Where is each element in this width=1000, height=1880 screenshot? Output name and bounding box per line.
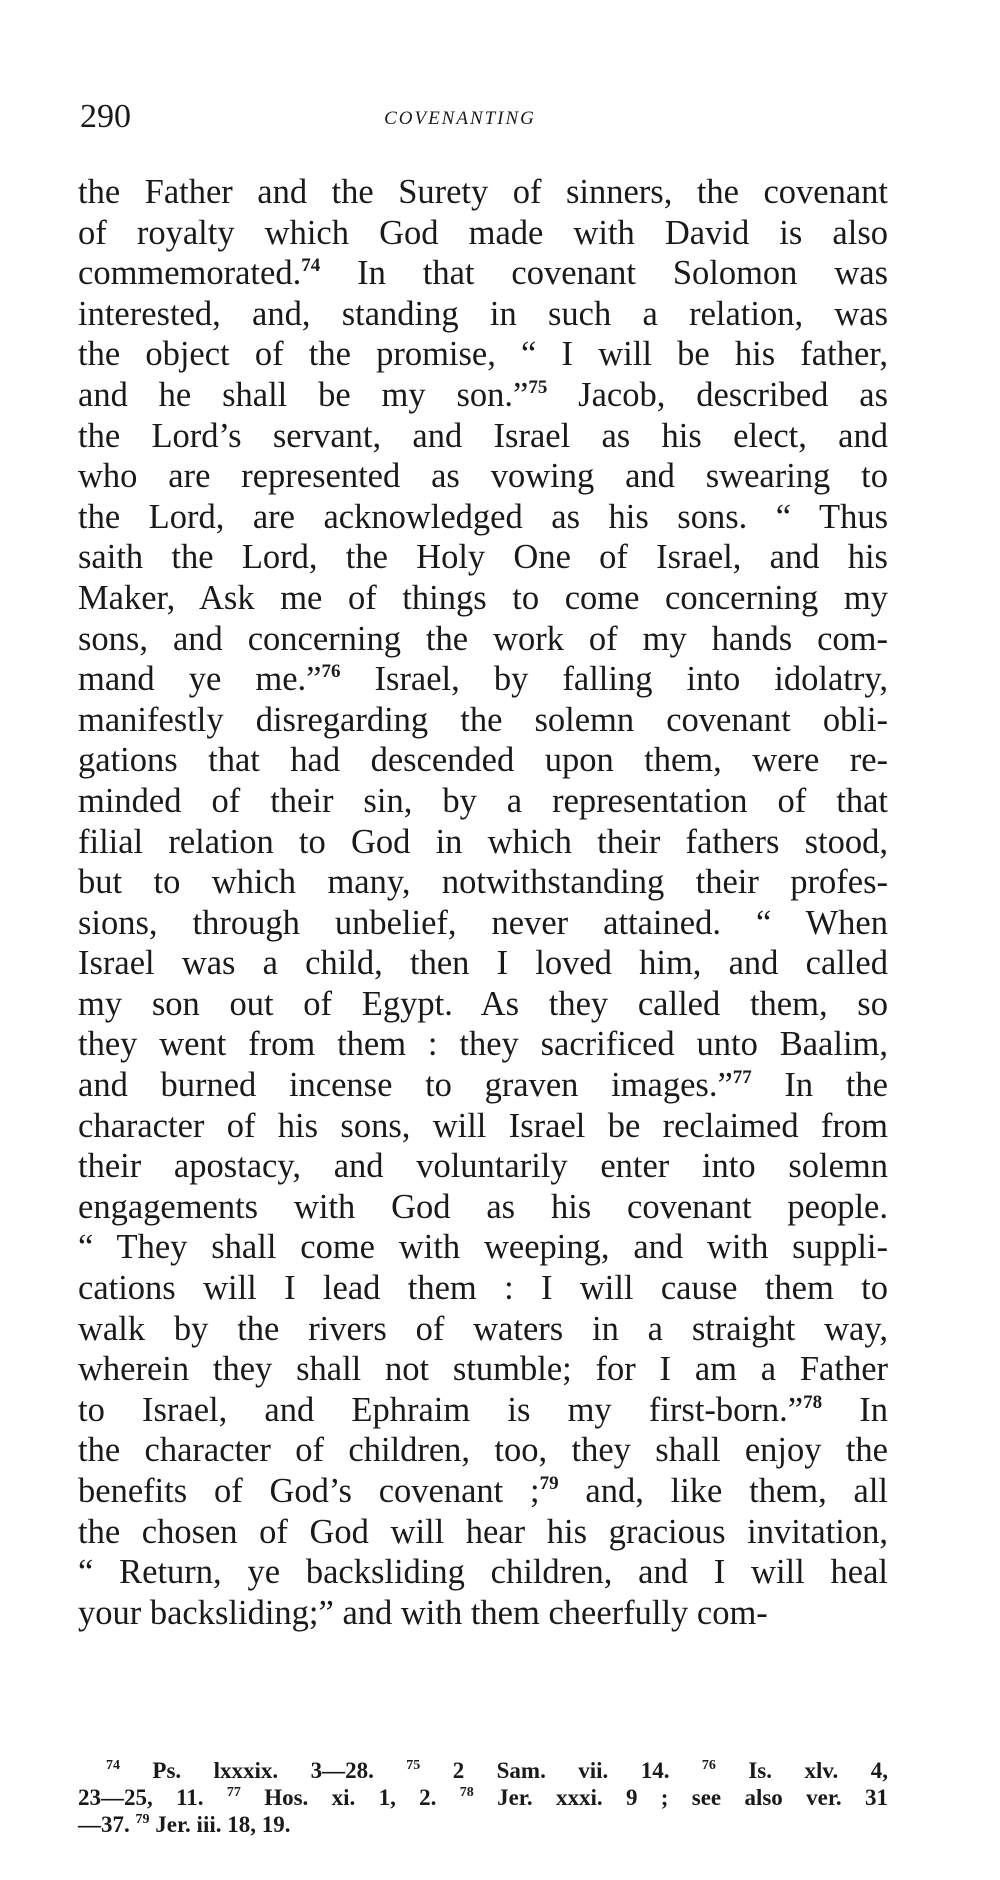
line-text: the Father and the Surety of sinners, the covenant xyxy=(78,173,888,211)
text-line xyxy=(78,537,888,578)
line-text: engagements with God as his covenant people. xyxy=(78,1187,888,1226)
text-line xyxy=(78,375,888,416)
footnote-text: Jer. xxxi. 9 ; see also ver. 31 xyxy=(473,1785,889,1810)
line-text: the chosen of God will hear his gracious invitation, xyxy=(78,1512,888,1551)
footnote-number: 76 xyxy=(701,1758,716,1773)
footnote-number: 75 xyxy=(406,1758,421,1773)
text-line xyxy=(78,1552,888,1593)
line-text: filial relation to God in which their fathers stood, xyxy=(78,822,888,861)
text-line xyxy=(78,1187,888,1228)
text-line xyxy=(78,1512,888,1553)
line-text: their apostacy, and voluntarily enter into solemn xyxy=(78,1147,888,1186)
line-text-after: In the xyxy=(751,1066,888,1105)
line-text-after: Israel, by falling into idolatry, xyxy=(340,660,888,699)
line-text: “ Return, ye backsliding children, and I will heal xyxy=(78,1553,888,1592)
footnote-ref: 79 xyxy=(539,1473,559,1494)
line-text: the Lord’s servant, and Israel as his elect, and xyxy=(78,416,888,455)
line-text-after: and, like them, all xyxy=(558,1472,888,1510)
line-text: “ They shall come with weeping, and with suppli- xyxy=(78,1228,888,1267)
text-line xyxy=(78,578,888,619)
text-line xyxy=(78,1106,888,1147)
text-line xyxy=(78,1593,888,1634)
line-text: the Lord, are acknowledged as his sons. “ Thus xyxy=(78,497,888,536)
text-line xyxy=(78,822,888,863)
line-text: mand ye me.” xyxy=(78,660,322,699)
text-line xyxy=(78,172,888,213)
footnote-number: 74 xyxy=(106,1758,120,1773)
footnote-line xyxy=(78,1811,888,1838)
text-line xyxy=(78,1349,888,1390)
text-line xyxy=(78,659,888,700)
footnote-number: 79 xyxy=(135,1812,150,1827)
line-text: they went from them : they sacrificed unto Baalim, xyxy=(78,1025,888,1064)
text-line xyxy=(78,416,888,457)
line-text: gations that had descended upon them, were re- xyxy=(78,741,888,780)
line-text: commemorated. xyxy=(78,254,302,293)
footnote-text: Hos. xi. 1, 2. xyxy=(240,1785,460,1810)
footnote-text: 2 Sam. vii. 14. xyxy=(420,1758,702,1783)
text-line xyxy=(78,1268,888,1309)
line-text: the character of children, too, they shall enjoy the xyxy=(78,1431,888,1470)
running-head xyxy=(80,98,880,138)
line-text: Maker, Ask me of things to come concerning my xyxy=(78,578,888,617)
footnote-text: 23—25, 11. xyxy=(78,1785,227,1810)
text-line xyxy=(78,984,888,1025)
footnote-text: Is. xlv. 4, xyxy=(715,1758,888,1783)
text-line xyxy=(78,1024,888,1065)
footnote-number: 78 xyxy=(459,1785,474,1800)
line-text: interested, and, standing in such a relation, was xyxy=(78,294,888,333)
line-text: minded of their sin, by a representation of that xyxy=(78,781,888,820)
text-line xyxy=(78,253,888,294)
line-text: your backsliding;” and with them cheerfully com- xyxy=(78,1593,768,1632)
text-line xyxy=(78,1227,888,1268)
line-text: saith the Lord, the Holy One of Israel, and his xyxy=(78,538,888,577)
text-line xyxy=(78,903,888,944)
line-text-after: In xyxy=(822,1390,888,1429)
text-line xyxy=(78,1390,888,1431)
page-number: 290 xyxy=(80,98,131,135)
text-line xyxy=(78,1309,888,1350)
line-text: who are represented as vowing and swearing to xyxy=(78,457,888,496)
text-line xyxy=(78,213,888,254)
line-text: to Israel, and Ephraim is my first-born.” xyxy=(78,1390,804,1429)
text-line xyxy=(78,862,888,903)
text-line xyxy=(78,497,888,538)
line-text: Israel was a child, then I loved him, and called xyxy=(78,944,888,983)
footnote-ref: 75 xyxy=(528,376,548,398)
footnote-ref: 74 xyxy=(301,255,321,277)
line-text: character of his sons, will Israel be reclaimed from xyxy=(78,1106,888,1145)
text-line xyxy=(78,294,888,335)
line-text: the object of the promise, “ I will be his father, xyxy=(78,335,888,374)
line-text: benefits of God’s covenant ; xyxy=(78,1472,540,1510)
text-line xyxy=(78,700,888,741)
line-text: but to which many, notwithstanding their profes- xyxy=(78,863,888,902)
line-text: cations will I lead them : I will cause them to xyxy=(78,1269,888,1308)
footnote-line xyxy=(78,1757,888,1784)
footnote-ref: 78 xyxy=(803,1391,823,1413)
line-text: of royalty which God made with David is also xyxy=(78,213,888,252)
line-text-after: Jacob, described as xyxy=(547,375,888,414)
footnote-text: Jer. iii. 18, 19. xyxy=(149,1812,291,1837)
running-title: COVENANTING xyxy=(384,108,536,129)
text-line xyxy=(78,740,888,781)
footnote-number: 77 xyxy=(226,1785,241,1800)
text-line xyxy=(78,456,888,497)
line-text: wherein they shall not stumble; for I am a Father xyxy=(78,1350,888,1389)
text-line xyxy=(78,1430,888,1471)
text-line xyxy=(78,1065,888,1106)
body-text xyxy=(78,172,888,1633)
line-text: walk by the rivers of waters in a straight way, xyxy=(78,1309,888,1348)
text-line xyxy=(78,1471,888,1512)
line-text: my son out of Egypt. As they called them, so xyxy=(78,984,888,1023)
line-text: sons, and concerning the work of my hands com- xyxy=(78,619,888,658)
text-line xyxy=(78,781,888,822)
text-line xyxy=(78,1146,888,1187)
footnote-text: Ps. lxxxix. 3—28. xyxy=(120,1758,407,1783)
line-text: and he shall be my son.” xyxy=(78,375,529,414)
line-text: and burned incense to graven images.” xyxy=(78,1066,733,1105)
line-text: manifestly disregarding the solemn covenant obli- xyxy=(78,700,888,739)
text-line xyxy=(78,619,888,660)
footnote-ref: 77 xyxy=(732,1067,752,1089)
line-text: sions, through unbelief, never attained. “ When xyxy=(78,903,888,942)
text-line xyxy=(78,943,888,984)
text-line xyxy=(78,334,888,375)
line-text-after: In that covenant Solomon was xyxy=(320,254,888,293)
footnote-text: —37. xyxy=(78,1812,136,1837)
footnote-line xyxy=(78,1784,888,1811)
footnotes xyxy=(78,1757,888,1838)
footnote-ref: 76 xyxy=(321,661,341,683)
